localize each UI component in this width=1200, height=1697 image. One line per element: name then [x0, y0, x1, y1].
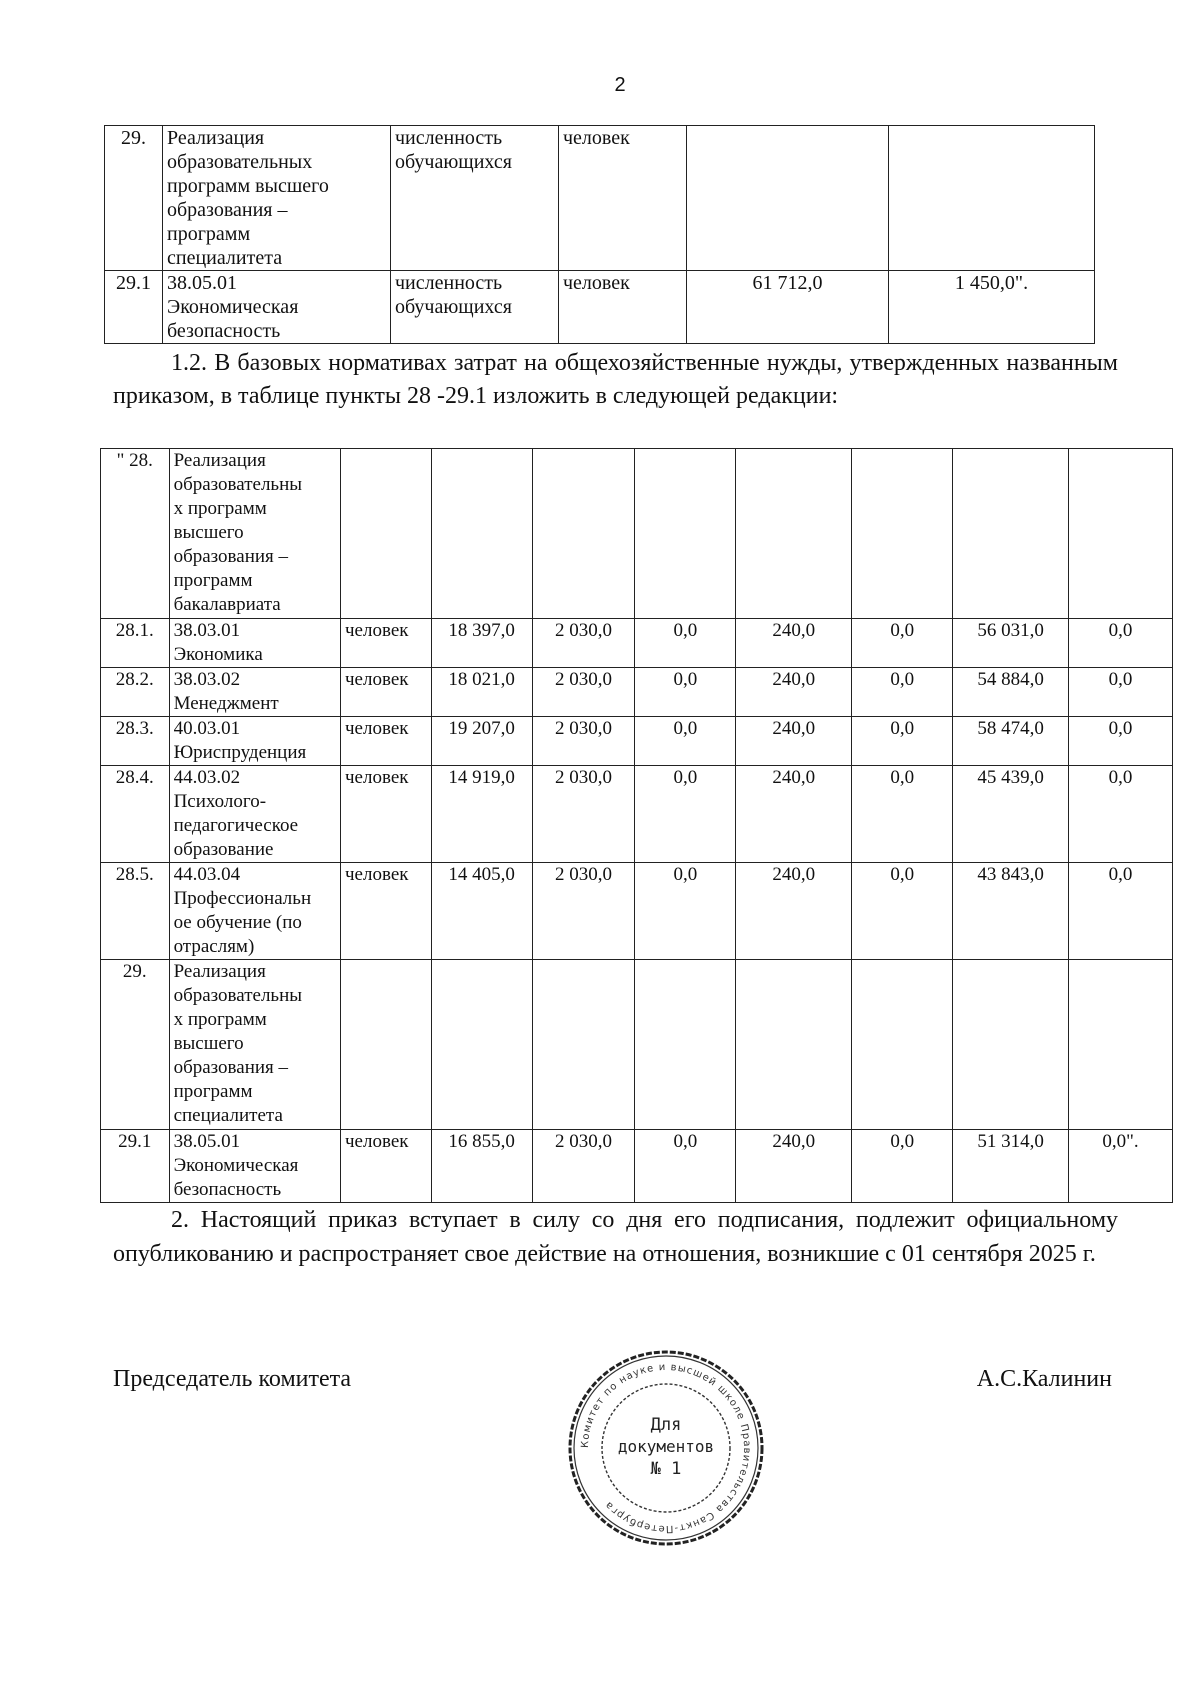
- table-row: [101, 668, 1173, 717]
- table-cell: 44.03.02 Психолого- педагогическое образование: [169, 766, 340, 863]
- table-cell: 0,0: [852, 863, 953, 960]
- table-cell: 43 843,0: [953, 863, 1069, 960]
- table-cell: численность обучающихся: [391, 126, 559, 271]
- table-cell: 0,0: [852, 619, 953, 668]
- table-cell: 18 021,0: [431, 668, 532, 717]
- table-cell: 240,0: [736, 766, 852, 863]
- table-cell: Реализация образовательны х программ высшего образования – программ специалитета: [169, 960, 340, 1130]
- table-cell: 240,0: [736, 1130, 852, 1203]
- table-cell: 14 919,0: [431, 766, 532, 863]
- table-cell: 19 207,0: [431, 717, 532, 766]
- table-cell: человек: [341, 619, 432, 668]
- table-cell: [1069, 960, 1173, 1130]
- table-cell: 240,0: [736, 668, 852, 717]
- official-seal: [566, 1348, 766, 1553]
- table-row: [101, 449, 1173, 619]
- table-cell: [852, 449, 953, 619]
- table-cell: 240,0: [736, 717, 852, 766]
- signature-name: А.С.Калинин: [976, 1366, 1112, 1392]
- table-cell: 2 030,0: [532, 1130, 635, 1203]
- seal-line-2: документов: [617, 1437, 715, 1456]
- table-cell: 0,0: [1069, 863, 1173, 960]
- table-cell: 2 030,0: [532, 717, 635, 766]
- table-row: [105, 271, 1095, 344]
- table-cell: 58 474,0: [953, 717, 1069, 766]
- table-cell: 0,0: [852, 668, 953, 717]
- page-number: 2: [614, 74, 626, 96]
- table-cell: [1069, 449, 1173, 619]
- table-cell: Реализация образовательны х программ высшего образования – программ бакалавриата: [169, 449, 340, 619]
- table-cell: [889, 126, 1095, 271]
- table-cell: 0,0: [852, 1130, 953, 1203]
- table-first: [104, 125, 1095, 344]
- table-cell: 44.03.04 Профессиональн ое обучение (по отраслям): [169, 863, 340, 960]
- table-cell: 2 030,0: [532, 668, 635, 717]
- table-second: [100, 448, 1173, 1203]
- table-cell: 0,0: [852, 766, 953, 863]
- table-cell: 240,0: [736, 863, 852, 960]
- table-cell: " 28.: [101, 449, 170, 619]
- table-cell: [635, 960, 736, 1130]
- table-cell: 28.1.: [101, 619, 170, 668]
- table-cell: 54 884,0: [953, 668, 1069, 717]
- table-cell: 0,0: [1069, 619, 1173, 668]
- table-cell: 0,0: [635, 619, 736, 668]
- table-cell: человек: [341, 1130, 432, 1203]
- table-cell: 1 450,0".: [889, 271, 1095, 344]
- table-row: [101, 619, 1173, 668]
- seal-ring-text: Комитет по науке и высшей школе Правительства Санкт-Петербурга: [579, 1361, 753, 1535]
- table-cell: 29.: [101, 960, 170, 1130]
- table-cell: [431, 960, 532, 1130]
- table-row: [105, 126, 1095, 271]
- table-cell: 0,0: [635, 1130, 736, 1203]
- seal-line-1: Для: [650, 1415, 682, 1435]
- table-row: [101, 766, 1173, 863]
- table-cell: 51 314,0: [953, 1130, 1069, 1203]
- table-cell: 240,0: [736, 619, 852, 668]
- table-cell: [532, 960, 635, 1130]
- table-cell: Реализация образовательных программ высшего образования – программ специалитета: [163, 126, 391, 271]
- table-cell: 28.3.: [101, 717, 170, 766]
- seal-line-3: № 1: [650, 1459, 682, 1479]
- table-cell: 0,0: [635, 863, 736, 960]
- table-cell: [341, 449, 432, 619]
- table-cell: [736, 960, 852, 1130]
- table-row: [101, 960, 1173, 1130]
- table-cell: человек: [341, 717, 432, 766]
- table-row: [101, 1130, 1173, 1203]
- table-cell: 2 030,0: [532, 619, 635, 668]
- table-cell: 38.05.01 Экономическая безопасность: [163, 271, 391, 344]
- table-cell: 56 031,0: [953, 619, 1069, 668]
- table-cell: 29.1: [101, 1130, 170, 1203]
- table-cell: 2 030,0: [532, 863, 635, 960]
- table-cell: [852, 960, 953, 1130]
- table-cell: человек: [341, 668, 432, 717]
- table-cell: 29.: [105, 126, 163, 271]
- table-cell: [532, 449, 635, 619]
- table-cell: 14 405,0: [431, 863, 532, 960]
- table-cell: [341, 960, 432, 1130]
- paragraph-2: 2. Настоящий приказ вступает в силу со дня его подписания, подлежит официальному опубликованию и распространяет свое действие на отношения, возникшие с 01 сентября 2025 г.: [113, 1207, 1118, 1267]
- signature-position: Председатель комитета: [113, 1366, 352, 1392]
- table-cell: 28.2.: [101, 668, 170, 717]
- table-cell: 0,0: [1069, 766, 1173, 863]
- table-cell: 16 855,0: [431, 1130, 532, 1203]
- table-cell: [736, 449, 852, 619]
- table-cell: [953, 960, 1069, 1130]
- table-cell: 0,0: [852, 717, 953, 766]
- table-cell: 45 439,0: [953, 766, 1069, 863]
- table-cell: 38.03.01 Экономика: [169, 619, 340, 668]
- table-cell: [687, 126, 889, 271]
- table-row: [101, 863, 1173, 960]
- table-cell: 38.05.01 Экономическая безопасность: [169, 1130, 340, 1203]
- table-cell: [431, 449, 532, 619]
- table-cell: 0,0".: [1069, 1130, 1173, 1203]
- table-cell: человек: [559, 271, 687, 344]
- table-cell: 18 397,0: [431, 619, 532, 668]
- table-cell: 0,0: [635, 668, 736, 717]
- table-cell: 0,0: [1069, 668, 1173, 717]
- table-cell: человек: [341, 766, 432, 863]
- table-cell: [953, 449, 1069, 619]
- table-row: [101, 717, 1173, 766]
- table-cell: человек: [341, 863, 432, 960]
- table-cell: численность обучающихся: [391, 271, 559, 344]
- table-cell: [635, 449, 736, 619]
- table-cell: 40.03.01 Юриспруденция: [169, 717, 340, 766]
- table-cell: 61 712,0: [687, 271, 889, 344]
- table-cell: 28.4.: [101, 766, 170, 863]
- table-cell: 29.1: [105, 271, 163, 344]
- table-cell: 0,0: [635, 717, 736, 766]
- table-cell: человек: [559, 126, 687, 271]
- table-cell: 0,0: [635, 766, 736, 863]
- table-cell: 2 030,0: [532, 766, 635, 863]
- table-cell: 38.03.02 Менеджмент: [169, 668, 340, 717]
- table-cell: 28.5.: [101, 863, 170, 960]
- paragraph-1-2: 1.2. В базовых нормативах затрат на общехозяйственные нужды, утвержденных названным приказом, в таблице пункты 28 -29.1 изложить в следующей редакции:: [113, 350, 1118, 409]
- table-cell: 0,0: [1069, 717, 1173, 766]
